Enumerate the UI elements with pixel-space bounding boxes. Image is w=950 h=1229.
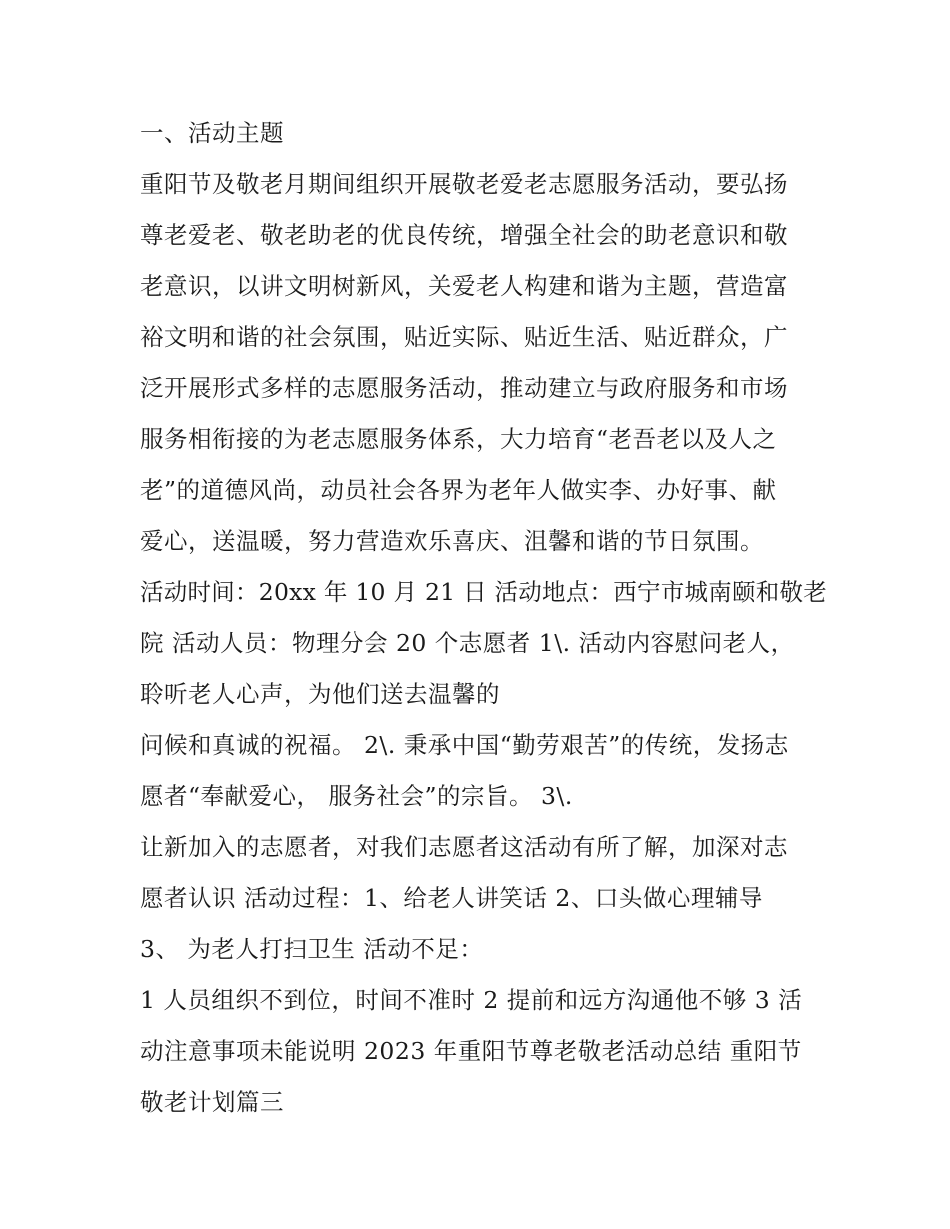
paragraph-line: 尊老爱老、敬老助老的优良传统，增强全社会的助老意识和敬 [140, 221, 788, 249]
section-heading: 一、活动主题 [140, 119, 284, 147]
paragraph-line: 问候和真诚的祝福。 2\. 秉承中国“勤劳艰苦”的传统，发扬志 [140, 731, 789, 759]
paragraph-line: 服务相衔接的为老志愿服务体系，大力培育“老吾老以及人之 [140, 425, 777, 453]
paragraph-line: 老意识，以讲文明树新风，关爱老人构建和谐为主题，营造富 [140, 272, 788, 300]
paragraph-line: 1 人员组织不到位，时间不准时 2 提前和远方沟通他不够 3 活 [140, 986, 803, 1014]
paragraph-line: 重阳节及敬老月期间组织开展敬老爱老志愿服务活动，要弘扬 [140, 170, 788, 198]
paragraph-line: 敬老计划篇三 [140, 1088, 284, 1116]
paragraph-line: 泛开展形式多样的志愿服务活动，推动建立与政府服务和市场 [140, 374, 788, 402]
paragraph-line: 院 活动人员：物理分会 20 个志愿者 1\. 活动内容慰问老人， [140, 629, 795, 657]
paragraph-line: 裕文明和谐的社会氛围，贴近实际、贴近生活、贴近群众，广 [140, 323, 788, 351]
paragraph-line: 让新加入的志愿者，对我们志愿者这活动有所了解，加深对志 [140, 833, 788, 861]
document-body [140, 108, 830, 1128]
paragraph-line: 3、 为老人打扫卫生 活动不足： [140, 935, 484, 963]
paragraph-line: 爱心，送温暖，努力营造欢乐喜庆、沮馨和谐的节日氛围。 [140, 527, 764, 555]
paragraph-line: 老”的道德风尚，动员社会各界为老年人做实李、办好事、献 [140, 476, 777, 504]
paragraph-line: 动注意事项未能说明 2023 年重阳节尊老敬老活动总结 重阳节 [140, 1037, 802, 1065]
paragraph-line: 愿者认识 活动过程：1、给老人讲笑话 2、口头做心理辅导 [140, 884, 763, 912]
paragraph-line: 愿者“奉献爱心， 服务社会”的宗旨。 3\. [140, 782, 573, 810]
paragraph-line: 活动时间：20xx 年 10 月 21 日 活动地点：西宁市城南颐和敬老 [140, 578, 828, 606]
paragraph-line: 聆听老人心声，为他们送去温馨的 [140, 680, 500, 708]
